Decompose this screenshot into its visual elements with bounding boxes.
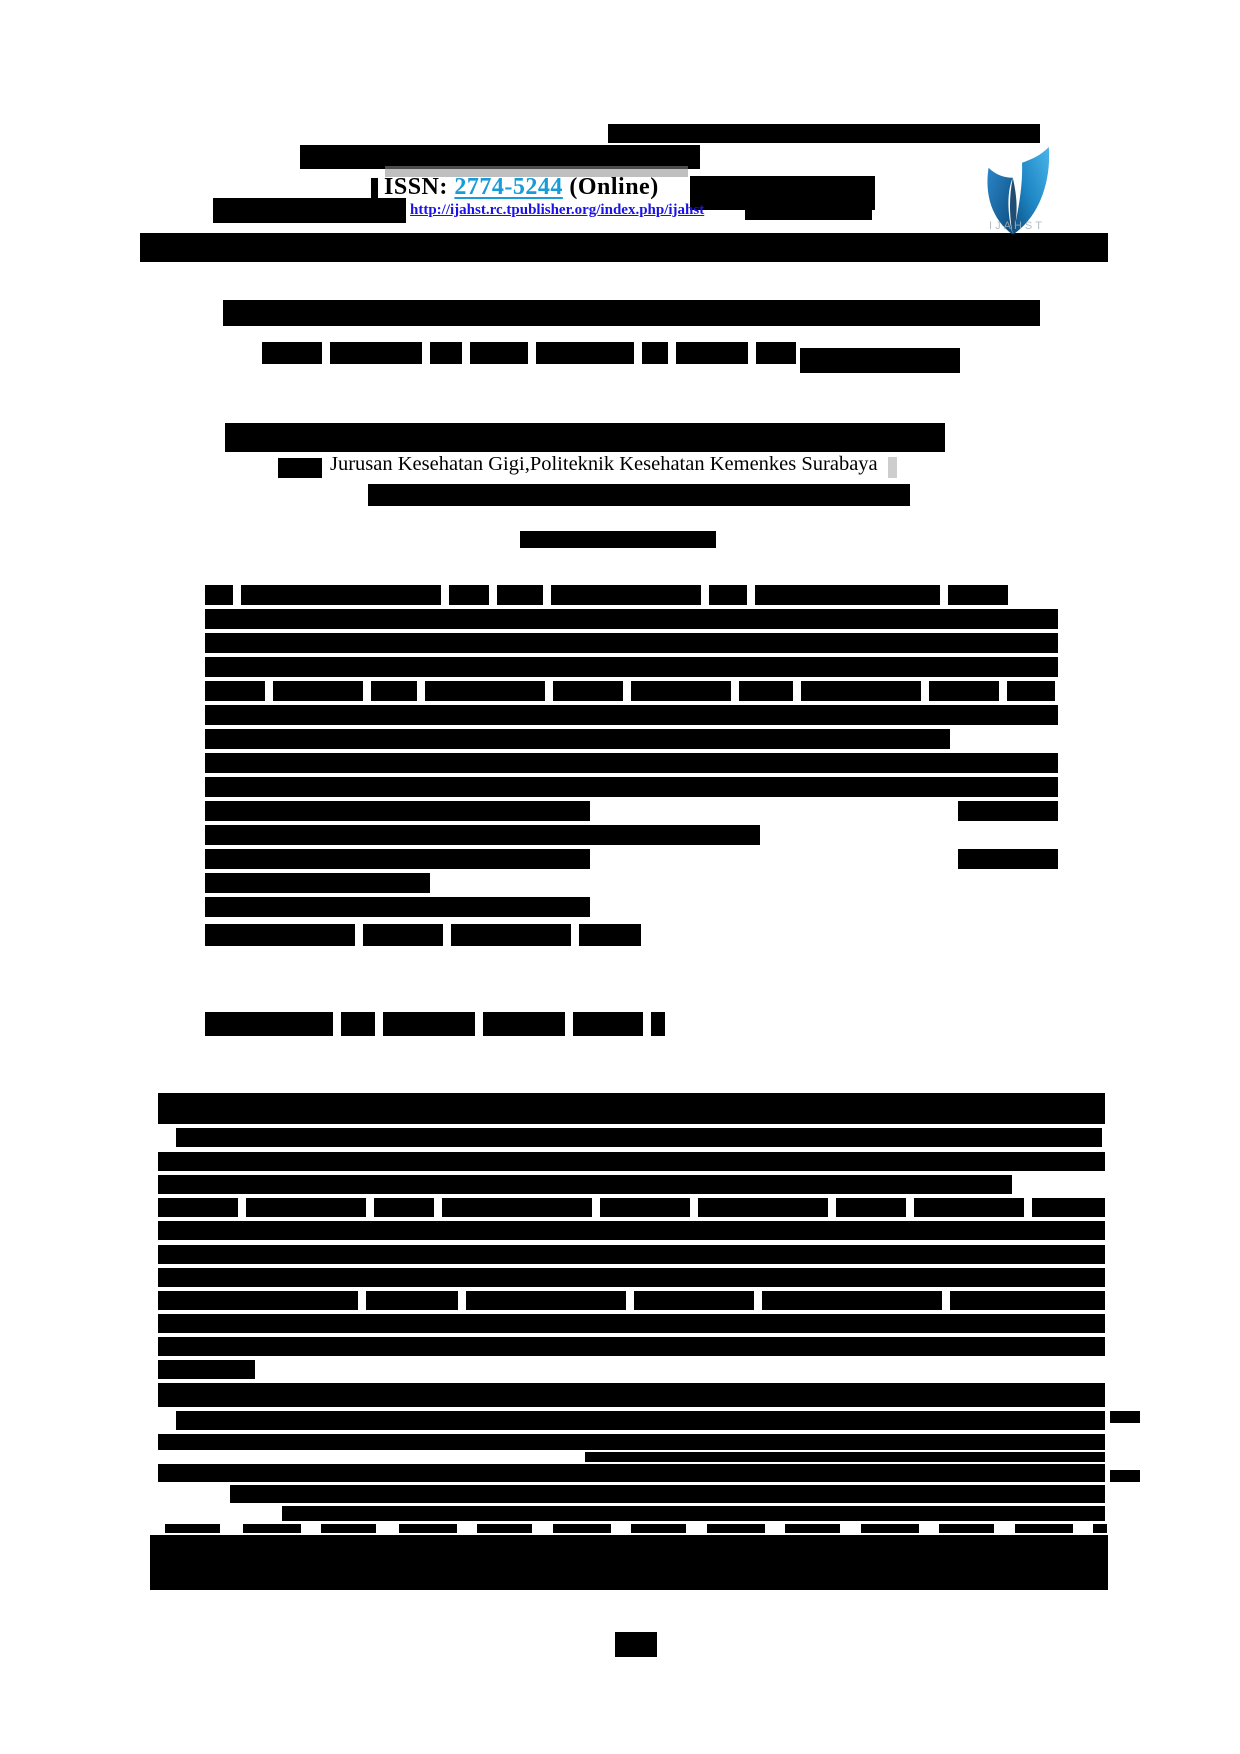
redaction-bar [205,897,590,917]
redaction-bar [205,1012,333,1036]
redaction-bar [801,681,921,701]
redaction-bar [205,681,265,701]
redaction-bar [158,1175,1012,1194]
redaction-bar [551,585,701,605]
redaction-bar [634,1291,754,1310]
redaction-bar [948,585,1008,605]
redaction-bar [368,484,910,506]
redaction-bar [651,1012,665,1036]
journal-url-link[interactable]: http://ijahst.rc.tpublisher.org/index.php/ijahst [410,202,705,218]
redaction-bar [158,1221,1105,1240]
redaction-bar [631,681,731,701]
redaction-bar [282,1506,1105,1521]
redaction-bar [205,609,1058,629]
redaction-bar [950,1291,1105,1310]
redaction-bar [246,1198,366,1217]
redaction-bar [330,342,422,364]
redaction-bar [383,1012,475,1036]
redaction-bar [451,924,571,946]
redaction-bar [158,1198,238,1217]
redaction-bar [800,348,960,373]
redaction-bar [785,1524,840,1533]
redaction-bar [442,1198,592,1217]
redaction-bar [536,342,634,364]
redaction-bar [165,1524,220,1533]
redaction-bar [158,1245,1105,1264]
redaction-bar [341,1012,375,1036]
redaction-bar [709,585,747,605]
redaction-bar [158,1337,1105,1356]
redaction-bar [205,633,1058,653]
redaction-bar [958,849,1058,869]
redaction-bar [205,777,1058,797]
redaction-bar [205,801,590,821]
faded-mark [888,457,897,478]
redaction-bar [273,681,363,701]
redaction-bar [205,729,950,749]
redaction-bar [600,1198,690,1217]
redaction-bar [230,1485,1105,1503]
redaction-bar [374,1198,434,1217]
redaction-bar [158,1093,1105,1124]
redaction-bar [470,342,528,364]
redaction-bar [836,1198,906,1217]
redaction-bar [553,1524,611,1533]
redaction-bar [205,825,760,845]
redaction-bar [205,657,1058,677]
redaction-bar [158,1360,255,1379]
redaction-bar [861,1524,919,1533]
redaction-bar [158,1314,1105,1333]
redaction-bar [958,801,1058,821]
redaction-bar [243,1524,301,1533]
redaction-bar [615,1632,657,1657]
issn-online-suffix: (Online) [569,174,659,200]
redaction-bar [745,204,872,220]
redaction-bar [262,342,322,364]
redaction-bar [205,873,430,893]
redaction-bar [205,849,590,869]
redaction-bar [520,531,716,548]
redaction-bar [755,585,940,605]
redaction-bar [278,458,322,478]
redaction-bar [573,1012,643,1036]
redaction-bar [1032,1198,1105,1217]
redaction-bar [929,681,999,701]
redaction-bar [158,1383,1105,1407]
issn-label: ISSN: [384,174,448,200]
redaction-bar [321,1524,376,1533]
redaction-bar [176,1411,1105,1430]
redaction-bar [553,681,623,701]
redaction-bar [158,1464,1105,1482]
redaction-bar [642,342,668,364]
redaction-bar [497,585,543,605]
redaction-bar [223,300,1040,326]
redaction-bar [483,1012,565,1036]
redaction-bar [707,1524,765,1533]
issn-number-link[interactable]: 2774-5244 [454,174,563,200]
redaction-bar [739,681,793,701]
redaction-bar [762,1291,942,1310]
redaction-bar [1007,681,1055,701]
redaction-bar [140,233,1108,262]
redaction-bar [1110,1411,1140,1423]
redaction-bar [676,342,748,364]
logo-caption: IJAHST [989,220,1045,232]
redaction-bar [363,924,443,946]
redaction-bar [1093,1524,1107,1533]
redaction-bar [176,1128,1102,1147]
redaction-bar [631,1524,686,1533]
redaction-bar [158,1152,1105,1171]
redaction-bar [158,1291,358,1310]
redaction-bar [371,681,417,701]
redaction-bar [756,342,796,364]
redaction-bar [1015,1524,1073,1533]
redaction-bar [477,1524,532,1533]
redaction-bar [399,1524,457,1533]
redaction-bar [466,1291,626,1310]
redaction-bar [205,585,233,605]
issn-line [384,174,659,201]
redaction-bar [205,924,355,946]
redaction-bar [205,753,1058,773]
redaction-bar [585,1452,1105,1462]
redaction-bar [449,585,489,605]
redaction-bar [366,1291,458,1310]
redaction-bar [430,342,462,364]
redaction-bar [939,1524,994,1533]
redaction-bar [158,1434,1105,1450]
redaction-bar [608,124,1040,143]
redaction-bar [205,705,1058,725]
redaction-bar [698,1198,828,1217]
redaction-bar [158,1268,1105,1287]
redaction-bar [579,924,641,946]
redaction-bar [150,1535,1108,1590]
redaction-bar [914,1198,1024,1217]
redaction-bar [213,198,406,223]
redaction-bar [425,681,545,701]
redaction-bar [1110,1470,1140,1482]
redaction-bar [241,585,441,605]
affiliation-text: Jurusan Kesehatan Gigi,Politeknik Kesehatan Kemenkes Surabaya [330,453,878,475]
redaction-bar [225,423,945,452]
